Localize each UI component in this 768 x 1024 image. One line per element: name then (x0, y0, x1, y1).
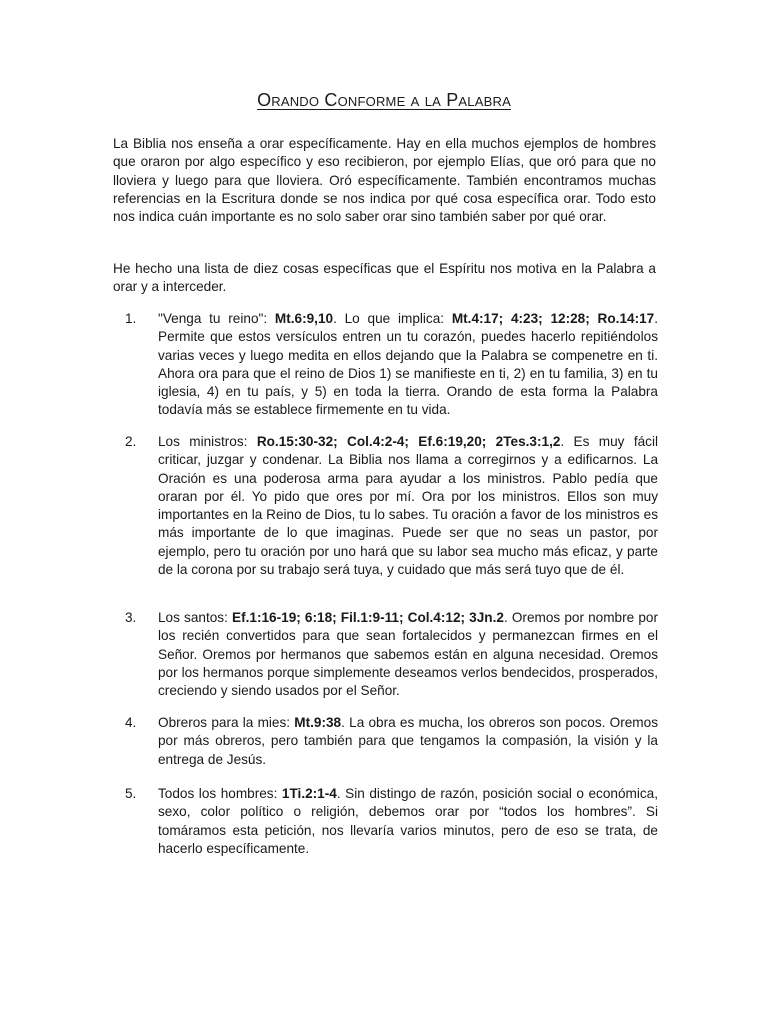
text-segment: . Permite que estos versículos entren un tu corazón, puedes hacerlo repitiéndolos varias veces y luego medita en ellos dejando que la Palabra se compenetre en ti. Ahora ora para que el reino de Dios 1) se manifieste en ti, 2) en tu familia, 3) en tu iglesia, 4) en tu país, y 5) en toda la tierra. Orando de esta forma la Palabra todavía más se establece firmemente en tu vida. (158, 311, 658, 418)
scripture-reference: Mt.9:38 (294, 715, 342, 730)
list-item-number: 3. (125, 610, 137, 625)
scripture-reference: Mt.6:9,10 (274, 311, 334, 326)
text-segment: Todos los hombres: (158, 786, 282, 801)
text-segment: Los santos: (158, 610, 233, 625)
list-item-text (158, 433, 658, 579)
list-item-number: 2. (125, 434, 137, 449)
intro-paragraph-2: He hecho una lista de diez cosas específicas que el Espíritu nos motiva en la Palabra a orar y a interceder. (113, 261, 656, 295)
list-item-number: 5. (125, 786, 137, 801)
scripture-reference: 1Ti.2:1-4 (281, 786, 337, 801)
list-item-number: 4. (125, 715, 137, 730)
text-segment: Obreros para la mies: (158, 715, 295, 730)
text-segment: . Lo que implica: (333, 311, 452, 326)
text-segment: . Oremos por nombre por los recién convertidos para que sean fortalecidos y permanezcan firmes en el Señor. Oremos por hermanos que sabemos están en alguna necesidad. Oremos por los hermanos porque simplemente deseamos verlos bendecidos, prosperados, creciendo y siendo usados por el Señor. (158, 610, 658, 699)
list-item-text (158, 714, 658, 769)
scripture-reference: Mt.4:17; 4:23; 12:28; Ro.14:17 (451, 311, 655, 326)
text-segment: . La obra es mucha, los obreros son pocos. Oremos por más obreros, pero también para que tengamos la compasión, la visión y la entrega de Jesús. (158, 715, 658, 767)
scripture-reference: Ro.15:30-32; Col.4:2-4; Ef.6:19,20; 2Tes.3:1,2 (256, 434, 561, 449)
list-item-number: 1. (125, 311, 137, 326)
text-segment: . Es muy fácil criticar, juzgar y condenar. La Biblia nos llama a corregirnos y a edificarnos. La Oración es una poderosa arma para ayudar a los ministros. Pablo pedía que oraran por él. Yo pido que ores por mí. Ora por los ministros. Ellos son muy importantes en la Reino de Dios, tu lo sabes. Tu oración a favor de los ministros es más importante de lo que imaginas. Puede ser que no seas un pastor, por ejemplo, pero tu oración por uno hará que su labor sea mucho más eficaz, y parte de la corona por su trabajo será tuya, y cuidado que más será tuyo que de él. (158, 434, 659, 578)
intro-paragraph-1: La Biblia nos enseña a orar específicamente. Hay en ella muchos ejemplos de hombres que oraron por algo específico y eso recibieron, por ejemplo Elías, que oró para que no lloviera y luego para que lloviera. Oró específicamente. También encontramos muchas referencias en la Escritura donde se nos indica por qué cosa específica orar. Todo esto nos indica cuán importante es no solo saber orar sino también saber por qué orar. (113, 136, 656, 225)
text-segment: . Sin distingo de razón, posición social o económica, sexo, color político o religión, debemos orar por “todos los hombres”. Si tomáramos esta petición, nos llevaría varios minutos, pero de eso se trata, de hacerlo específicamente. (158, 786, 658, 856)
scripture-reference: Ef.1:16-19; 6:18; Fil.1:9-11; Col.4:12; 3Jn.2 (232, 610, 504, 625)
text-segment: "Venga tu reino": (158, 311, 275, 326)
list-item-text (158, 310, 658, 420)
text-segment: Los ministros: (158, 434, 257, 449)
list-item-text (158, 785, 658, 858)
page-title: Orando Conforme a la Palabra (257, 90, 511, 110)
list-item-text (158, 609, 658, 700)
